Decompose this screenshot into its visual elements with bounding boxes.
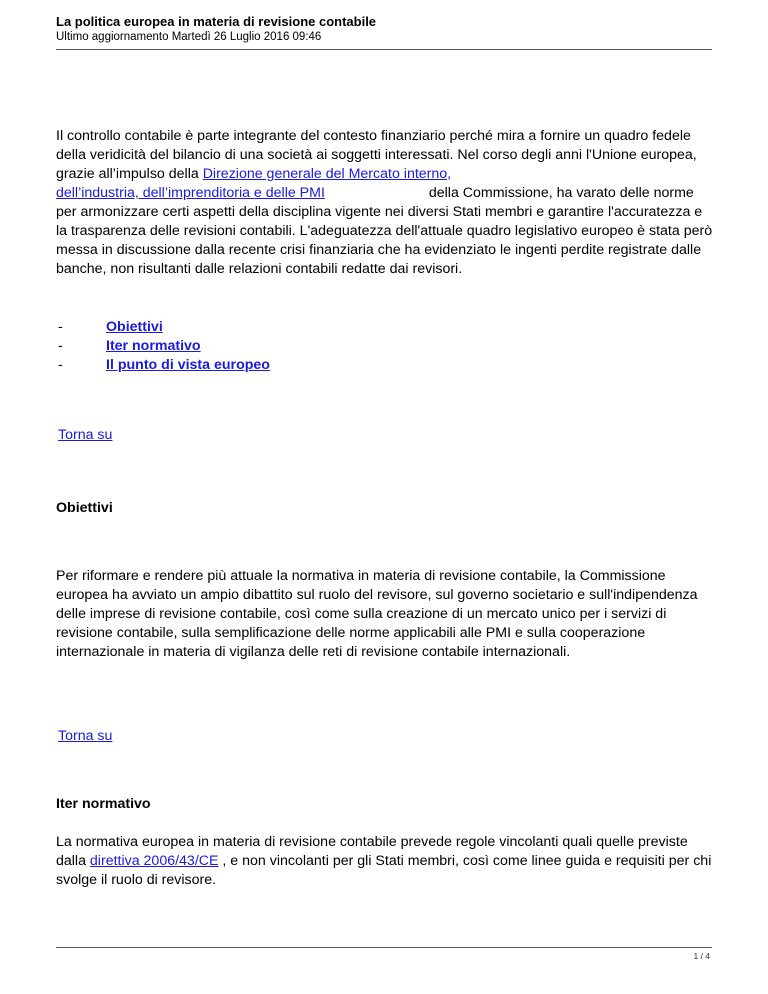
intro-text: Il controllo contabile è parte integrante del contesto finanziario perché mira a fornire un quadro fedele della veridicità del bilancio di una società ai soggetti interessati. Nel corso degli anni l'Unione europea, grazie all’impulso della xyxy=(56,128,697,182)
toc-item-punto-di-vista xyxy=(56,356,270,375)
directive-link[interactable]: direttiva 2006/43/CE xyxy=(89,853,219,869)
iter-text: La normativa europea in materia di revisione contabile prevede regole vincolanti quali quelle previste dalla xyxy=(56,834,688,869)
intro-paragraph xyxy=(56,127,716,279)
section-heading-iter-normativo: Iter normativo xyxy=(56,796,151,812)
toc-link-punto-di-vista[interactable]: Il punto di vista europeo xyxy=(106,357,270,373)
intro-text-continued: della Commissione, ha varato delle norme per armonizzare certi aspetti della disciplina vigente nei diversi Stati membri e garantire l'accuratezza e la trasparenza delle revisioni contabili. L'adeguatezza dell'attuale quadro legislativo europeo è stata però messa in discussione dalla recente crisi finanziaria che ha evidenziato le ingenti perdite registrate dalle banche, non risultanti dalle relazioni contabili redatte dai revisori. xyxy=(56,185,713,277)
toc-item-obiettivi xyxy=(56,318,270,337)
toc-bullet: - xyxy=(58,319,63,335)
toc-link-obiettivi[interactable]: Obiettivi xyxy=(106,319,163,335)
toc-item-iter-normativo xyxy=(56,337,270,356)
last-updated: Ultimo aggiornamento Martedì 26 Luglio 2016 09:46 xyxy=(56,31,322,43)
footer-divider xyxy=(56,947,712,948)
toc-bullet: - xyxy=(58,338,63,354)
dg-market-link-line2: dell’industria, dell’imprenditoria e delle PMI xyxy=(56,185,325,201)
dg-market-link-line1: Direzione generale del Mercato interno, xyxy=(202,166,452,182)
iter-text-continued: , e non vincolanti per gli Stati membri, così come linee guida e requisiti per chi svolge il ruolo di revisore. xyxy=(56,853,712,888)
page-header xyxy=(56,14,712,45)
toc-link-iter-normativo[interactable]: Iter normativo xyxy=(106,338,201,354)
document-title: La politica europea in materia di revisione contabile xyxy=(56,14,377,29)
back-to-top-link[interactable]: Torna su xyxy=(58,728,113,744)
obiettivi-paragraph: Per riformare e rendere più attuale la normativa in materia di revisione contabile, la Commissione europea ha avviato un ampio dibattito sul ruolo del revisore, sul governo societario e sull'indipendenza delle imprese di revisione contabile, così come sulla creazione di un mercato unico per i servizi di revisione contabile, sulla semplificazione delle norme applicabili alle PMI e sulla cooperazione internazionale in materia di vigilanza delle reti di revisione contabile internazionali. xyxy=(56,568,698,660)
toc-bullet: - xyxy=(58,357,63,373)
header-divider xyxy=(56,49,712,50)
section-heading-obiettivi: Obiettivi xyxy=(56,500,113,516)
back-to-top-link[interactable]: Torna su xyxy=(58,427,113,443)
iter-paragraph xyxy=(56,833,716,890)
page-number: 1 / 4 xyxy=(693,951,710,961)
table-of-contents xyxy=(56,318,270,375)
